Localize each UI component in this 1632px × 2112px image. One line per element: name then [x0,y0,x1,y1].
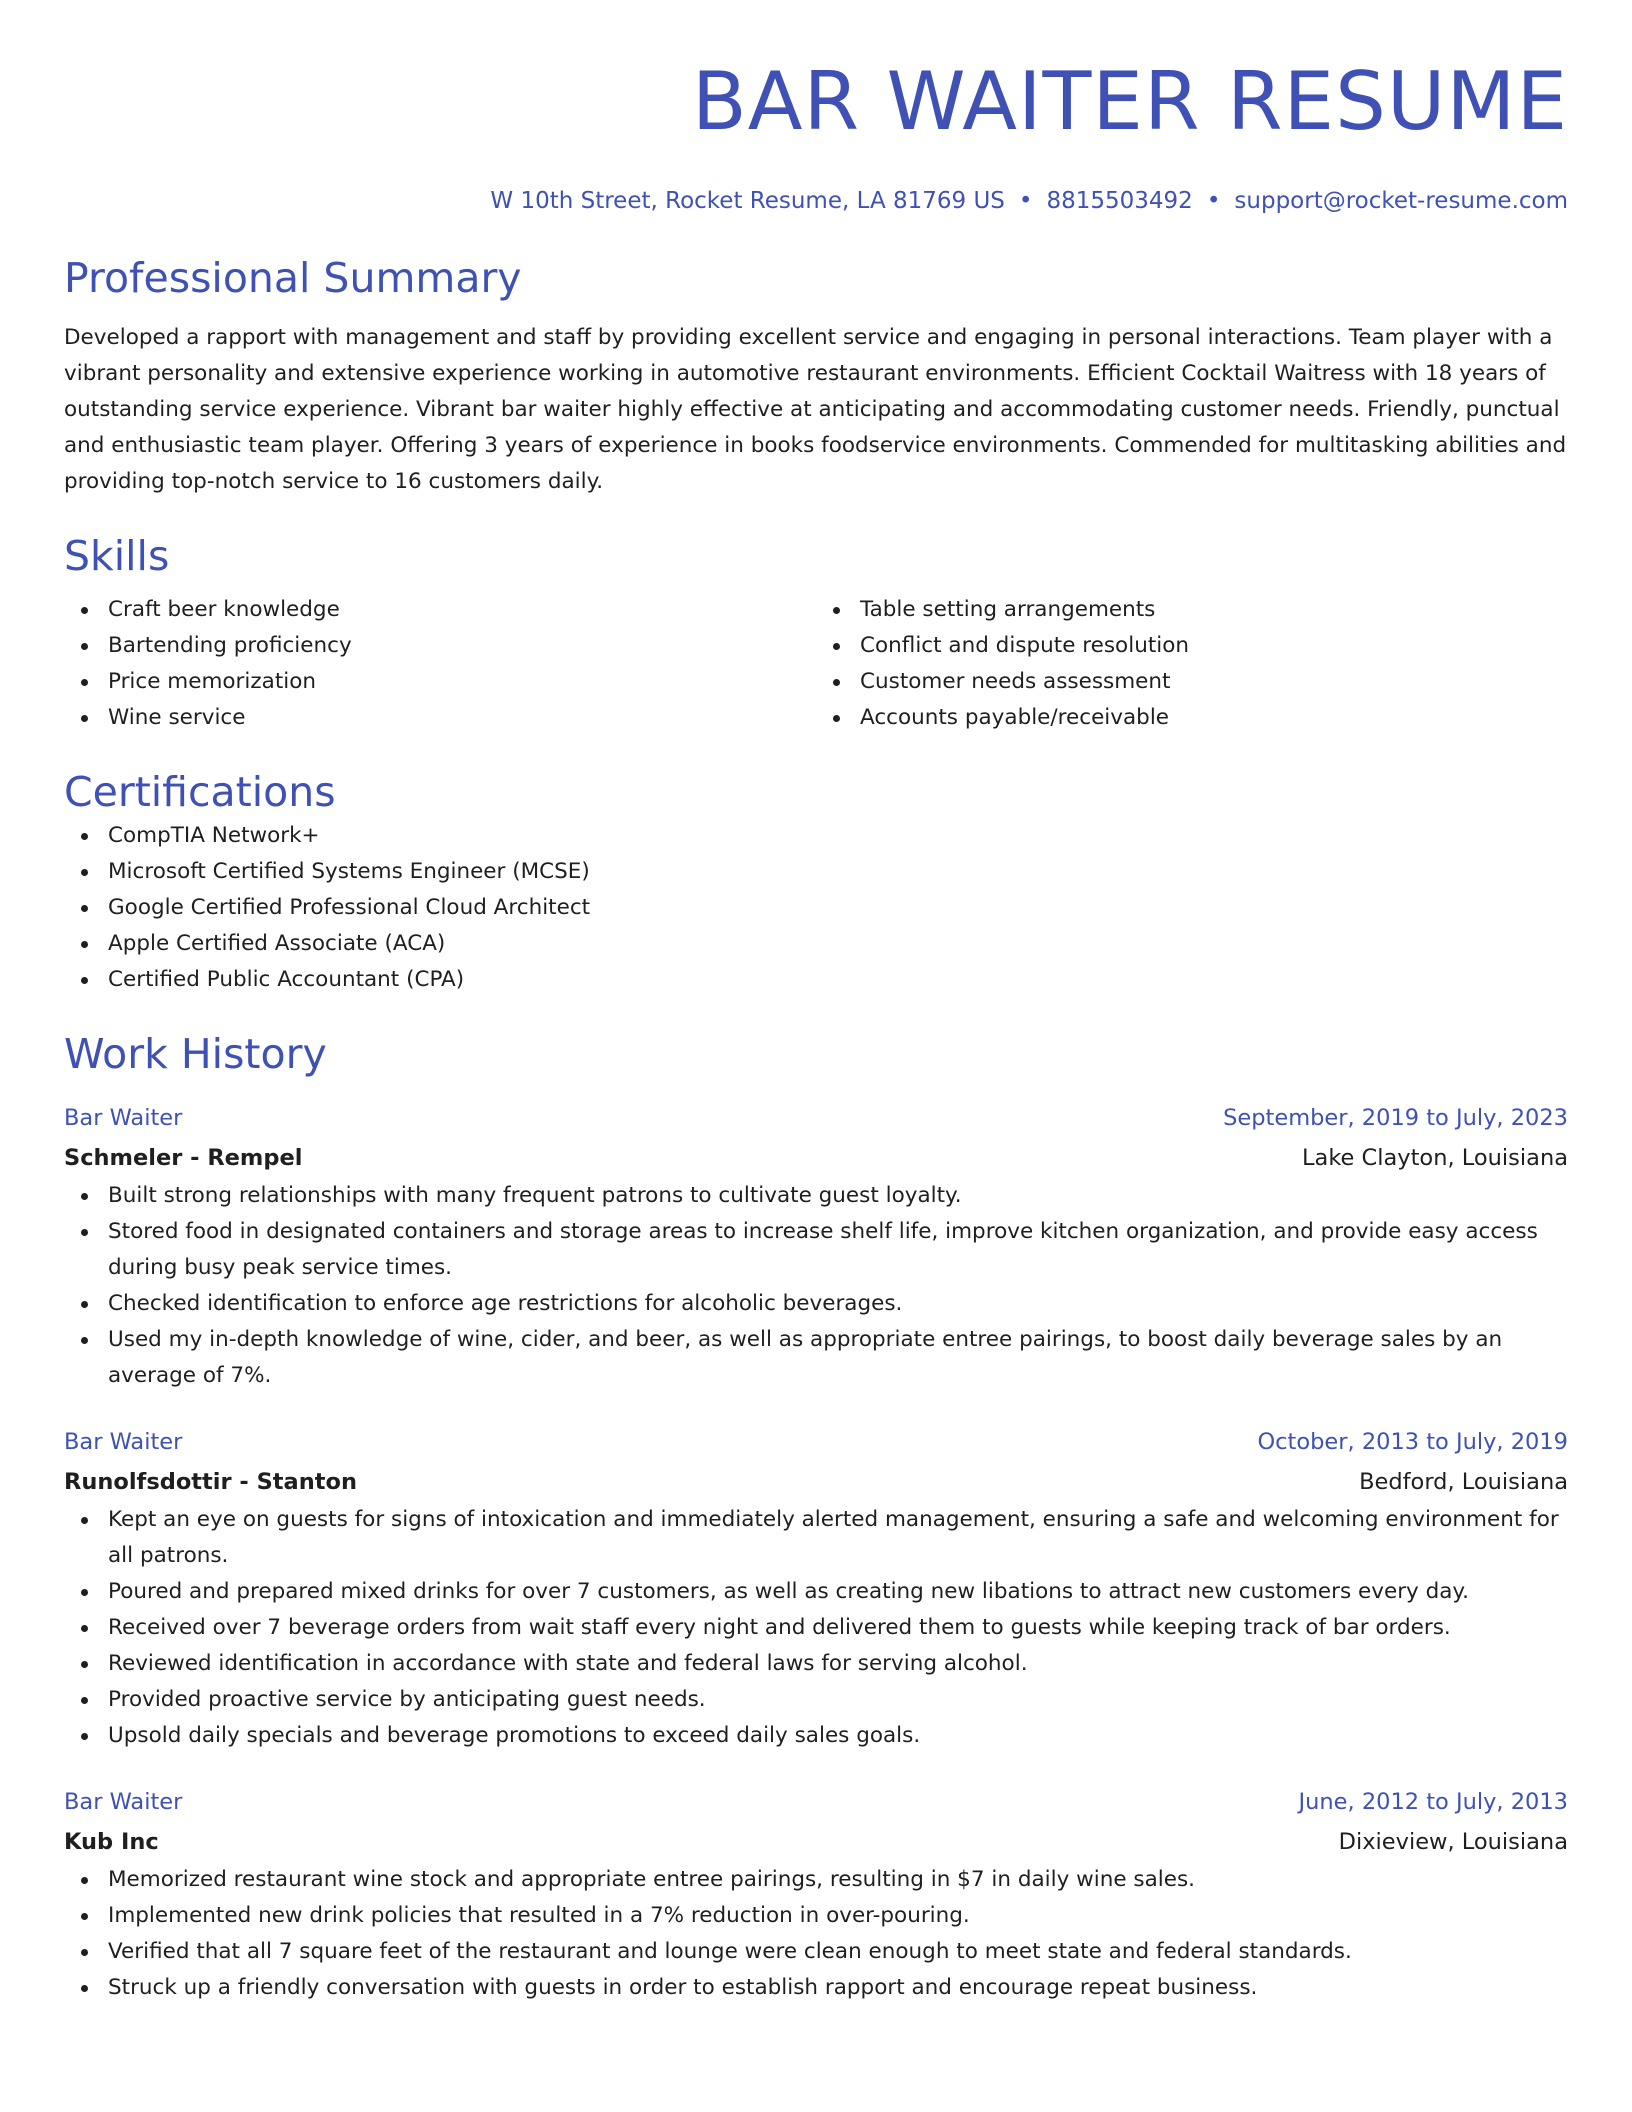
skills-list-right [816,592,1568,736]
skill-item: Bartending proficiency [64,628,816,664]
job-duty-item: Provided proactive service by anticipating guest needs. [64,1682,1568,1718]
work-history-heading: Work History [64,1030,327,1078]
job-duty-item: Built strong relationships with many frequent patrons to cultivate guest loyalty. [64,1178,1568,1214]
skill-item: Craft beer knowledge [64,592,816,628]
job-entry [64,1422,1568,1754]
job-title: Bar Waiter [64,1429,183,1455]
skill-item: Conflict and dispute resolution [816,628,1568,664]
job-header-row [64,1782,1568,1822]
job-duty-item: Implemented new drink policies that resulted in a 7% reduction in over-pouring. [64,1898,1568,1934]
skill-item: Table setting arrangements [816,592,1568,628]
job-entry [64,1782,1568,2006]
skill-item: Accounts payable/receivable [816,700,1568,736]
job-duty-item: Used my in-depth knowledge of wine, cider, and beer, as well as appropriate entree pairings, to boost daily beverage sales by an average of 7%. [64,1322,1568,1394]
job-title: Bar Waiter [64,1789,183,1815]
summary-text: Developed a rapport with management and staff by providing excellent service and engaging in personal interactions. Team player with a vibrant personality and extensive experience working in automotive restaurant environments. Efficient Cocktail Waitress with 18 years of outstanding service experience. Vibrant bar waiter highly effective at anticipating and accommodating customer needs. Friendly, punctual and enthusiastic team player. Offering 3 years of experience in books foodservice environments. Commended for multitasking abilities and providing top-notch service to 16 customers daily. [64,325,1567,494]
contact-separator: • [1018,188,1033,214]
job-title: Bar Waiter [64,1105,183,1131]
job-duty-item: Kept an eye on guests for signs of intoxication and immediately alerted management, ensuring a safe and welcoming environment for all patrons. [64,1502,1568,1574]
job-duties-list [64,1502,1568,1754]
job-duties-list [64,1178,1568,1394]
resume-header [64,0,1568,216]
certification-item: Certified Public Accountant (CPA) [64,962,1568,998]
job-duty-item: Received over 7 beverage orders from wait staff every night and delivered them to guests while keeping track of bar orders. [64,1610,1568,1646]
job-duty-item: Reviewed identification in accordance with state and federal laws for serving alcohol. [64,1646,1568,1682]
job-dates: September, 2019 to July, 2023 [1223,1105,1568,1131]
job-company: Kub Inc [64,1829,159,1855]
job-duty-item: Struck up a friendly conversation with guests in order to establish rapport and encourage repeat business. [64,1970,1568,2006]
contact-email: support@rocket-resume.com [1234,188,1568,214]
job-header-row [64,1098,1568,1138]
job-duty-item: Upsold daily specials and beverage promotions to exceed daily sales goals. [64,1718,1568,1754]
certifications-heading: Certifications [64,768,336,816]
contact-line [64,186,1568,216]
job-employer-row [64,1462,1568,1502]
certification-item: Apple Certified Associate (ACA) [64,926,1568,962]
job-company: Schmeler - Rempel [64,1145,303,1171]
job-employer-row [64,1138,1568,1178]
skills-section [64,530,1568,736]
resume-page [64,0,1568,2006]
job-dates: June, 2012 to July, 2013 [1298,1789,1568,1815]
contact-separator: • [1206,188,1221,214]
summary-section [64,252,1568,500]
job-company: Runolfsdottir - Stanton [64,1469,357,1495]
job-duty-item: Checked identification to enforce age restrictions for alcoholic beverages. [64,1286,1568,1322]
job-duty-item: Memorized restaurant wine stock and appropriate entree pairings, resulting in $7 in daily wine sales. [64,1862,1568,1898]
job-entry [64,1098,1568,1394]
certification-item: CompTIA Network+ [64,818,1568,854]
skill-item: Price memorization [64,664,816,700]
skills-heading: Skills [64,532,170,580]
job-duties-list [64,1862,1568,2006]
contact-phone: 8815503492 [1046,188,1193,214]
job-location: Lake Clayton, Louisiana [1302,1145,1568,1171]
job-duty-item: Stored food in designated containers and storage areas to increase shelf life, improve kitchen organization, and provide easy access during busy peak service times. [64,1214,1568,1286]
job-location: Bedford, Louisiana [1359,1469,1568,1495]
skill-item: Customer needs assessment [816,664,1568,700]
certification-item: Google Certified Professional Cloud Architect [64,890,1568,926]
certifications-section [64,766,1568,998]
job-duty-item: Poured and prepared mixed drinks for over 7 customers, as well as creating new libations to attract new customers every day. [64,1574,1568,1610]
skills-columns [64,592,1568,736]
resume-title: BAR WAITER RESUME [691,55,1568,148]
job-employer-row [64,1822,1568,1862]
job-dates: October, 2013 to July, 2019 [1257,1429,1568,1455]
skills-list-left [64,592,816,736]
skill-item: Wine service [64,700,816,736]
job-duty-item: Verified that all 7 square feet of the restaurant and lounge were clean enough to meet state and federal standards. [64,1934,1568,1970]
certification-item: Microsoft Certified Systems Engineer (MCSE) [64,854,1568,890]
job-header-row [64,1422,1568,1462]
contact-address: W 10th Street, Rocket Resume, LA 81769 US [490,188,1005,214]
work-history-section [64,1028,1568,2006]
summary-heading: Professional Summary [64,254,522,302]
job-location: Dixieview, Louisiana [1338,1829,1568,1855]
certifications-list [64,818,1568,998]
